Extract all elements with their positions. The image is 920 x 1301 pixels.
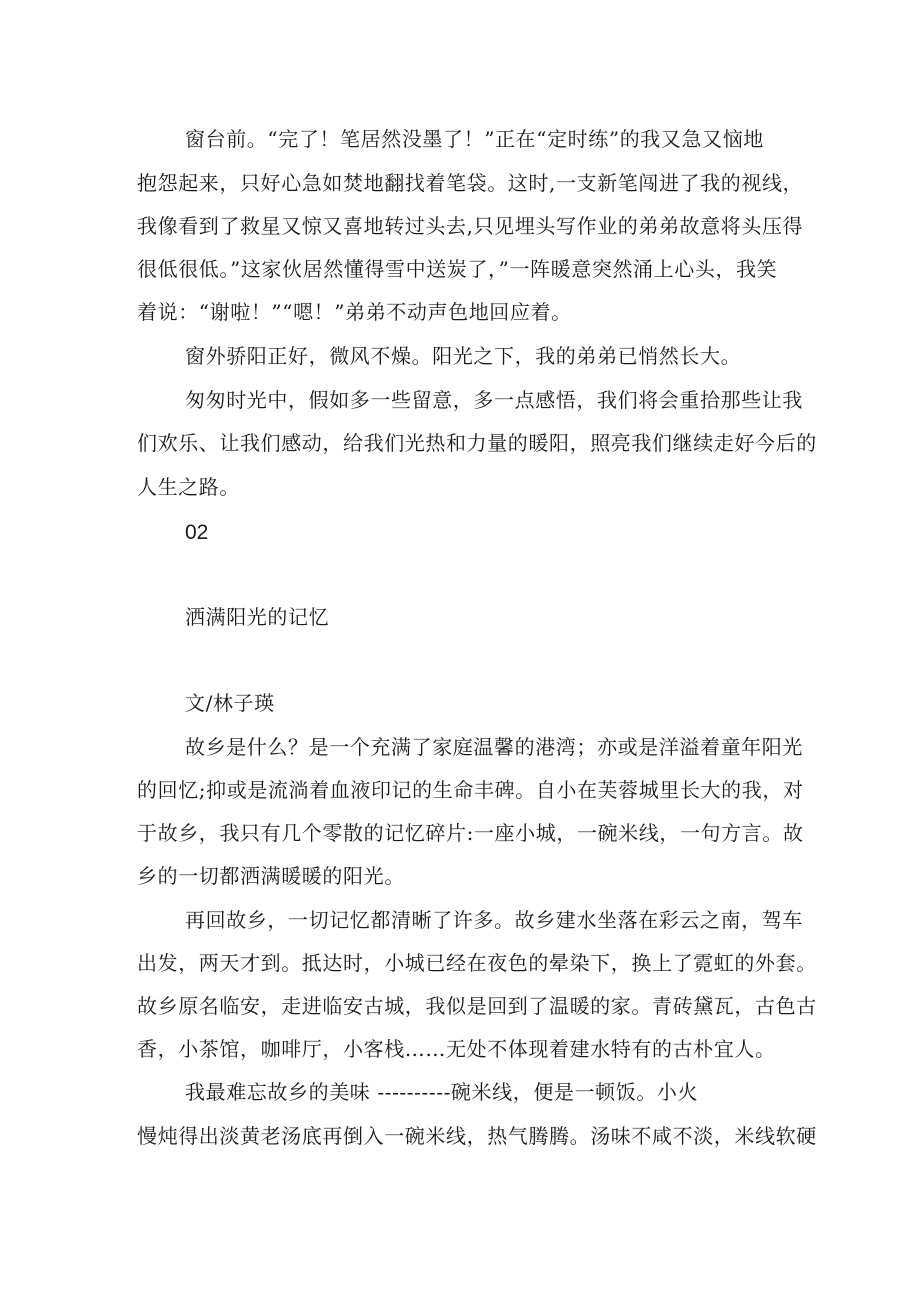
paragraph-line: 人生之路。 <box>137 475 240 499</box>
paragraph-line: 着说：“谢啦！”“嗯！”弟弟不动声色地回应着。 <box>137 300 572 324</box>
paragraph-line: 于故乡，我只有几个零散的记忆碎片:一座小城，一碗米线，一句方言。故 <box>137 821 804 845</box>
paragraph-line: 很低很低。”这家伙居然懂得雪中送炭了，”一阵暖意突然涌上心头，我笑 <box>137 257 778 281</box>
paragraph-line: 再回故乡，一切记忆都清晰了许多。故乡建水坐落在彩云之南，驾车 <box>185 908 803 932</box>
paragraph-line: 窗台前。“完了！笔居然没墨了！”正在“定时练”的我又急又恼地 <box>185 127 764 151</box>
paragraph-line: 慢炖得出淡黄老汤底再倒入一碗米线，热气腾腾。汤味不咸不淡，米线软硬 <box>137 1124 817 1148</box>
article-title: 洒满阳光的记忆 <box>185 605 330 629</box>
paragraph-line: 窗外骄阳正好，微风不燥。阳光之下，我的弟弟已悄然长大。 <box>185 344 742 368</box>
paragraph-line: 乡的一切都洒满暖暖的阳光。 <box>137 864 405 888</box>
author-line: 文/林子瑛 <box>185 691 275 715</box>
paragraph-line: 匆匆时光中，假如多一些留意，多一点感悟，我们将会重拾那些让我 <box>185 388 803 412</box>
paragraph-line: 我像看到了救星又惊又喜地转过头去,只见埋头写作业的弟弟故意将头压得 <box>137 214 804 238</box>
paragraph-line: 们欢乐、让我们感动，给我们光热和力量的暖阳，照亮我们继续走好今后的 <box>137 431 817 455</box>
paragraph-line: 抱怨起来，只好心急如焚地翻找着笔袋。这时,一支新笔闯进了我的视线， <box>137 171 804 195</box>
paragraph-line: 我最难忘故乡的美味 ----------碗米线，便是一顿饭。小火 <box>185 1080 699 1104</box>
paragraph-line: 香，小茶馆，咖啡厅，小客栈……无处不体现着建水特有的古朴宜人。 <box>137 1037 776 1061</box>
section-number: 02 <box>185 521 209 544</box>
paragraph-line: 的回忆;抑或是流淌着血液印记的生命丰碑。自小在芙蓉城里长大的我，对 <box>137 778 804 802</box>
paragraph-line: 故乡原名临安，走进临安古城，我似是回到了温暖的家。青砖黛瓦，古色古 <box>137 994 817 1018</box>
paragraph-line: 故乡是什么？是一个充满了家庭温馨的港湾；亦或是洋溢着童年阳光 <box>185 735 803 759</box>
paragraph-line: 出发，两天才到。抵达时，小城已经在夜色的晕染下，换上了霓虹的外套。 <box>137 951 817 975</box>
